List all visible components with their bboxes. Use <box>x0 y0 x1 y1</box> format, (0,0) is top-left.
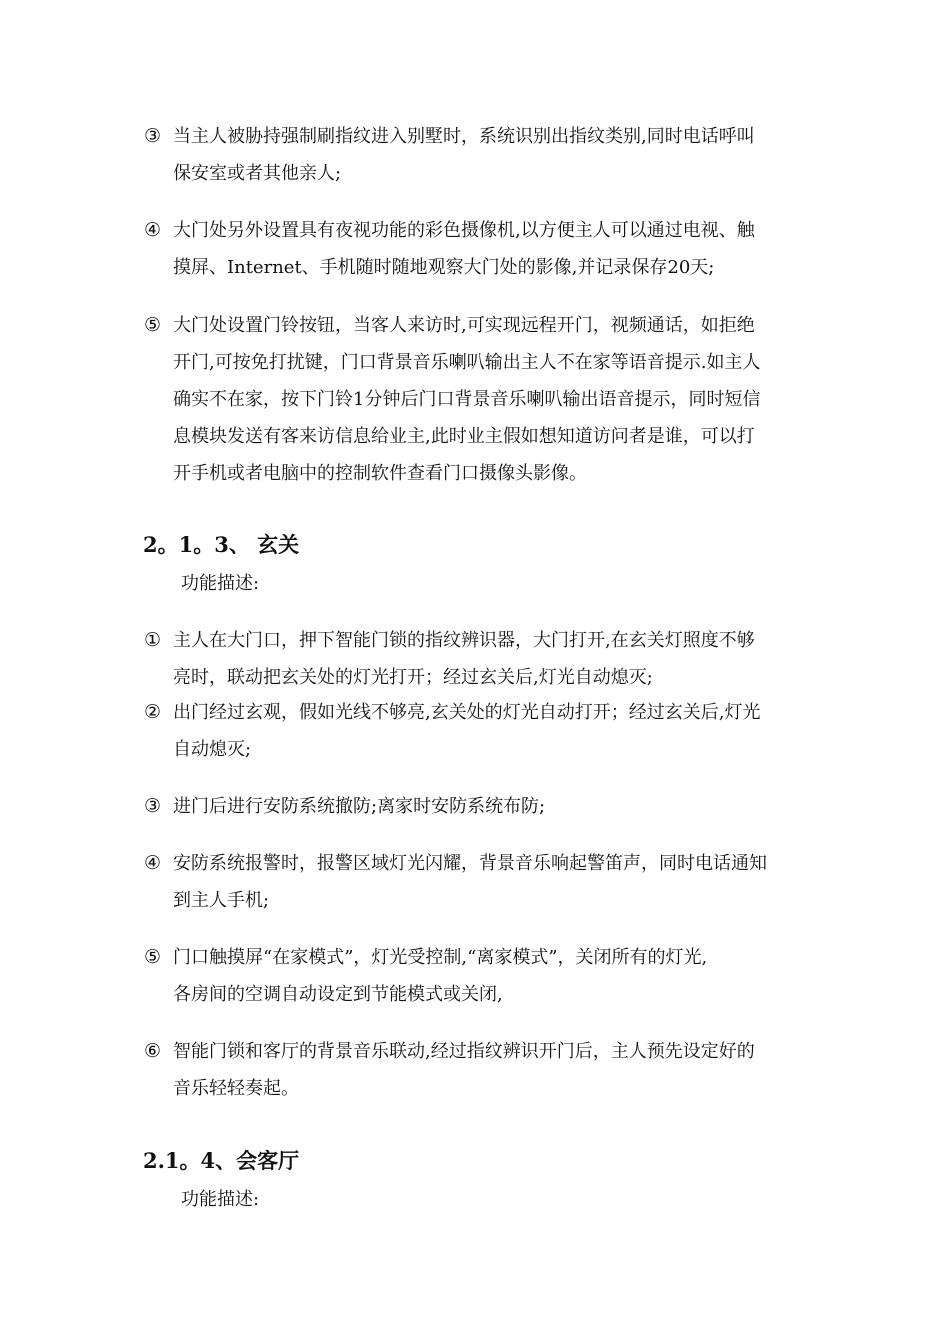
item-text: 安防系统报警时，报警区域灯光闪耀，背景音乐响起警笛声，同时电话通知 到主人手机; <box>173 853 767 911</box>
list-item <box>144 622 824 696</box>
list-item <box>144 212 824 286</box>
list-item <box>144 307 824 492</box>
section-subheading: 功能描述: <box>181 1189 260 1210</box>
item-number: ⑤ <box>144 314 162 336</box>
list-item <box>144 939 824 1013</box>
item-text: 门口触摸屏“在家模式”，灯光受控制,“离家模式”，关闭所有的灯光, 各房间的空调自动设定到节能模式或关闭, <box>173 947 708 1005</box>
item-number: ⑥ <box>144 1040 162 1062</box>
item-text: 进门后进行安防系统撤防;离家时安防系统布防; <box>173 796 546 817</box>
item-text: 大门处另外设置具有夜视功能的彩色摄像机,以方便主人可以通过电视、触 摸屏、Internet、手机随时随地观察大门处的影像,并记录保存20天; <box>173 220 755 278</box>
section-heading: 2。1。3、 玄关 <box>143 532 300 557</box>
list-item <box>144 118 824 192</box>
item-number: ③ <box>144 125 162 147</box>
item-number: ② <box>144 701 162 723</box>
item-number: ⑤ <box>144 946 162 968</box>
list-item <box>144 694 824 768</box>
item-text: 智能门锁和客厅的背景音乐联动,经过指纹辨识开门后，主人预先设定好的 音乐轻轻奏起。 <box>173 1041 755 1099</box>
item-text: 出门经过玄观，假如光线不够亮,玄关处的灯光自动打开；经过玄关后,灯光 自动熄灭; <box>173 702 761 760</box>
item-text: 大门处设置门铃按钮，当客人来访时,可实现远程开门，视频通话，如拒绝 开门,可按免打扰键，门口背景音乐喇叭输出主人不在家等语音提示.如主人 确实不在家，按下门铃1分钟后门口背景音乐喇叭输出语音提示，同时短信 息模块发送有客来访信息给业主,此时业主假如想知道访问者是谁，可以打 开手机或者电脑中的控制软件查看门口摄像头影像。 <box>173 315 761 484</box>
item-text: 当主人被胁持强制刷指纹进入别墅时，系统识别出指纹类别,同时电话呼叫 保安室或者其他亲人; <box>173 126 755 184</box>
item-number: ④ <box>144 219 162 241</box>
item-number: ① <box>144 629 162 651</box>
list-item <box>144 845 824 919</box>
list-item <box>144 1033 824 1107</box>
section-subheading: 功能描述: <box>181 573 260 594</box>
item-number: ③ <box>144 795 162 817</box>
list-item <box>144 788 824 825</box>
section-heading: 2.1。4、会客厅 <box>143 1148 300 1173</box>
item-text: 主人在大门口，押下智能门锁的指纹辨识器，大门打开,在玄关灯照度不够 亮时，联动把玄关处的灯光打开；经过玄关后,灯光自动熄灭; <box>173 630 755 688</box>
item-number: ④ <box>144 852 162 874</box>
